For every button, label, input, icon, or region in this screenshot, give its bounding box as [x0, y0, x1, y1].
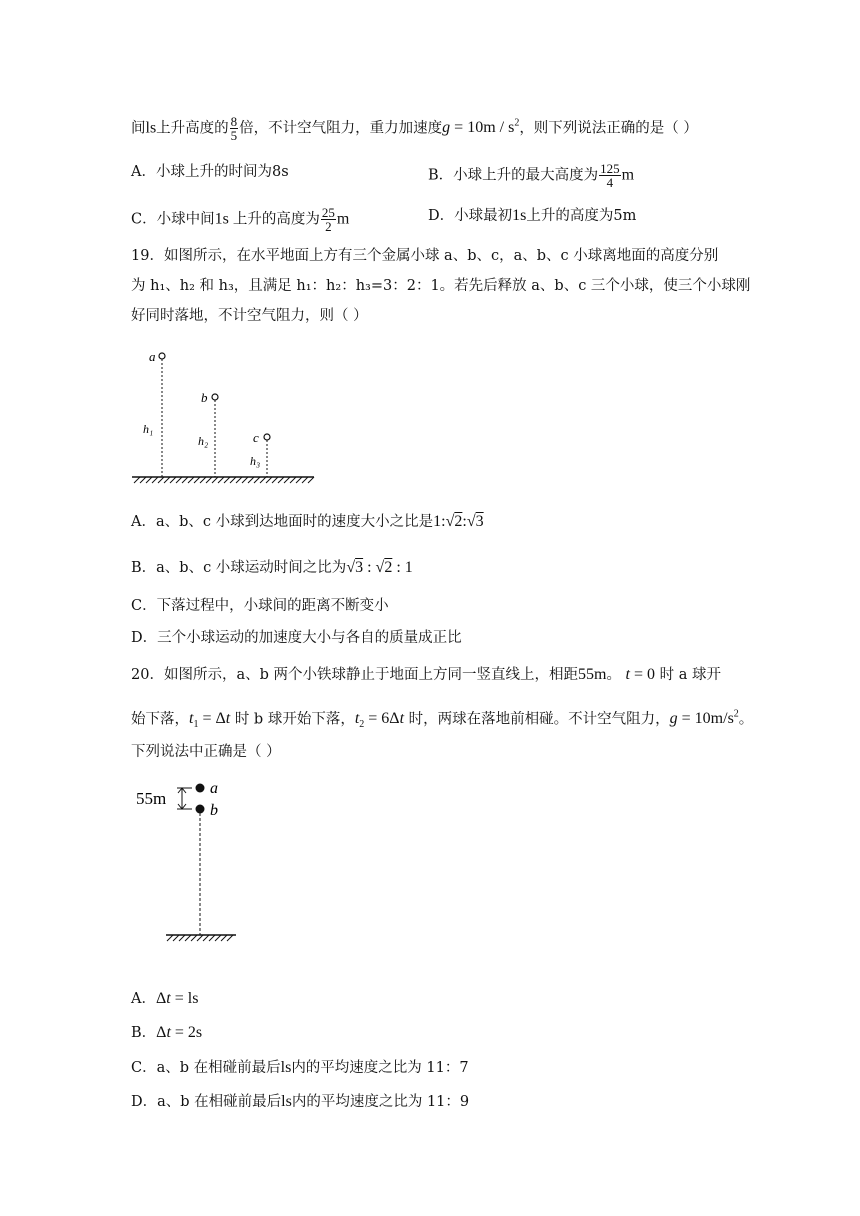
q19-figure — [130, 345, 320, 490]
q18-option-a[interactable]: A．小球上升的时间为8s — [131, 164, 289, 180]
option-c-fraction — [321, 206, 336, 233]
fraction-denominator: 2 — [325, 219, 332, 234]
unit-1s: 1s — [214, 210, 233, 228]
label-a: a — [210, 780, 218, 797]
stem-text: 时 b 球开始下落， — [234, 711, 355, 728]
ratio-sqrt: 1:√2:√3 — [433, 513, 484, 530]
unit-m: m — [621, 166, 635, 184]
q18-stem-1s: ls — [145, 119, 157, 137]
label-b: b — [201, 390, 208, 405]
option-text: A．a、b、c 小球到达地面时的速度大小之比是 — [131, 514, 434, 530]
unit-1s: ls — [281, 1093, 292, 1110]
fraction-numerator: 125 — [600, 161, 620, 176]
fraction-denominator: 5 — [230, 127, 238, 143]
stem-text: 时 a 球开 — [659, 667, 722, 683]
q19-option-b[interactable] — [131, 558, 413, 578]
fraction-numerator: 8 — [230, 113, 238, 129]
option-text: B．小球上升的最大高度为 — [428, 167, 599, 184]
option-text: A． — [131, 991, 156, 1007]
q20-stem-line-2 — [131, 705, 753, 736]
stem-text: 。 — [738, 711, 754, 728]
q20-option-b[interactable] — [131, 1023, 202, 1043]
q18-option-c[interactable] — [131, 206, 349, 233]
q18-stem — [131, 114, 698, 142]
ball-a — [196, 784, 205, 793]
fraction-numerator: 25 — [321, 205, 335, 220]
option-text: 上升的高度为5m — [526, 208, 637, 224]
option-text: C．a、b 在相碰前最后 — [131, 1060, 281, 1076]
unit-1s: ls — [280, 1059, 292, 1076]
time-formula: t = 0 — [625, 666, 656, 683]
q20-option-d[interactable] — [131, 1092, 469, 1112]
stem-text: 时，两球在落地前相碰。不计空气阻力， — [408, 711, 670, 728]
t1-formula: $t_1 = \Delta t$ — [189, 710, 231, 731]
q19-stem-line-3: 好同时落地，不计空气阻力，则（ ） — [131, 308, 368, 324]
option-text: 内的平均速度之比为 11：9 — [291, 1094, 470, 1110]
q18-stem-text: 间 — [131, 120, 146, 137]
q18-option-b[interactable] — [428, 162, 634, 189]
stem-text: 。 — [606, 667, 621, 683]
label-c: c — [253, 430, 259, 445]
option-text: D．小球最初 — [428, 208, 513, 224]
q18-stem-text: 上升高度的 — [156, 120, 229, 137]
q20-stem-line-3: 下列说法中正确是（ ） — [131, 744, 281, 760]
distance-label: 55m — [136, 789, 167, 808]
ball-b — [212, 394, 218, 400]
label-h3: h₃ — [250, 454, 261, 468]
unit-1s: 1s — [512, 207, 527, 224]
ratio-sqrt: √3 : √2 : 1 — [346, 559, 413, 576]
q19-stem-line-1: 19．如图所示，在水平地面上方有三个金属小球 a、b、c，a、b、c 小球离地面的高度分别 — [131, 248, 719, 264]
q20-option-c[interactable] — [131, 1058, 469, 1078]
gravity-formula: $g = 10m / s^2$ — [442, 118, 520, 137]
gravity-formula: $g = 10m/s^2$ — [669, 709, 739, 728]
distance-value: 55m — [577, 666, 607, 683]
q19-stem-line-2: 为 h₁、h₂ 和 h₃，且满足 h₁：h₂：h₃=3：2：1。若先后释放 a、b、c 三个小球，使三个小球刚 — [131, 278, 751, 294]
ball-a — [159, 353, 165, 359]
label-a: a — [149, 349, 156, 364]
delta-t-2s: Δt = 2s — [156, 1024, 203, 1041]
q19-option-d[interactable]: D．三个小球运动的加速度大小与各自的质量成正比 — [131, 630, 462, 646]
q18-fraction — [230, 115, 239, 142]
q20-figure — [130, 775, 250, 945]
delta-t-1s: Δt = ls — [155, 990, 199, 1007]
q20-stem-line-1 — [131, 665, 721, 685]
option-text: B．a、b、c 小球运动时间之比为 — [131, 560, 347, 576]
option-text: 上升的高度为 — [232, 211, 320, 228]
label-h1: h₁ — [143, 422, 154, 436]
option-b-fraction — [599, 162, 621, 189]
q18-stem-text: ，则下列说法正确的是（ ） — [519, 120, 698, 137]
label-b: b — [210, 802, 218, 819]
option-text: 内的平均速度之比为 11：7 — [291, 1060, 469, 1076]
stem-text: 20．如图所示，a、b 两个小铁球静止于地面上方同一竖直线上，相距 — [131, 667, 578, 683]
label-h2: h₂ — [198, 434, 209, 448]
fraction-denominator: 4 — [606, 175, 614, 190]
q18-stem-text: 倍，不计空气阻力，重力加速度 — [239, 120, 443, 137]
option-text: D．a、b 在相碰前最后 — [131, 1094, 282, 1110]
q20-option-a[interactable] — [131, 989, 198, 1009]
ball-b — [196, 805, 205, 814]
q18-option-d[interactable] — [428, 206, 636, 226]
q19-option-a[interactable] — [131, 512, 484, 532]
stem-text: 始下落， — [131, 711, 189, 728]
unit-m: m — [336, 210, 350, 228]
q19-option-c[interactable]: C．下落过程中，小球间的距离不断变小 — [131, 598, 389, 614]
option-text: B． — [131, 1025, 157, 1041]
t2-formula: $t_2 = 6\Delta t$ — [354, 710, 405, 731]
ball-c — [264, 434, 270, 440]
option-text: C．小球中间 — [131, 211, 215, 228]
